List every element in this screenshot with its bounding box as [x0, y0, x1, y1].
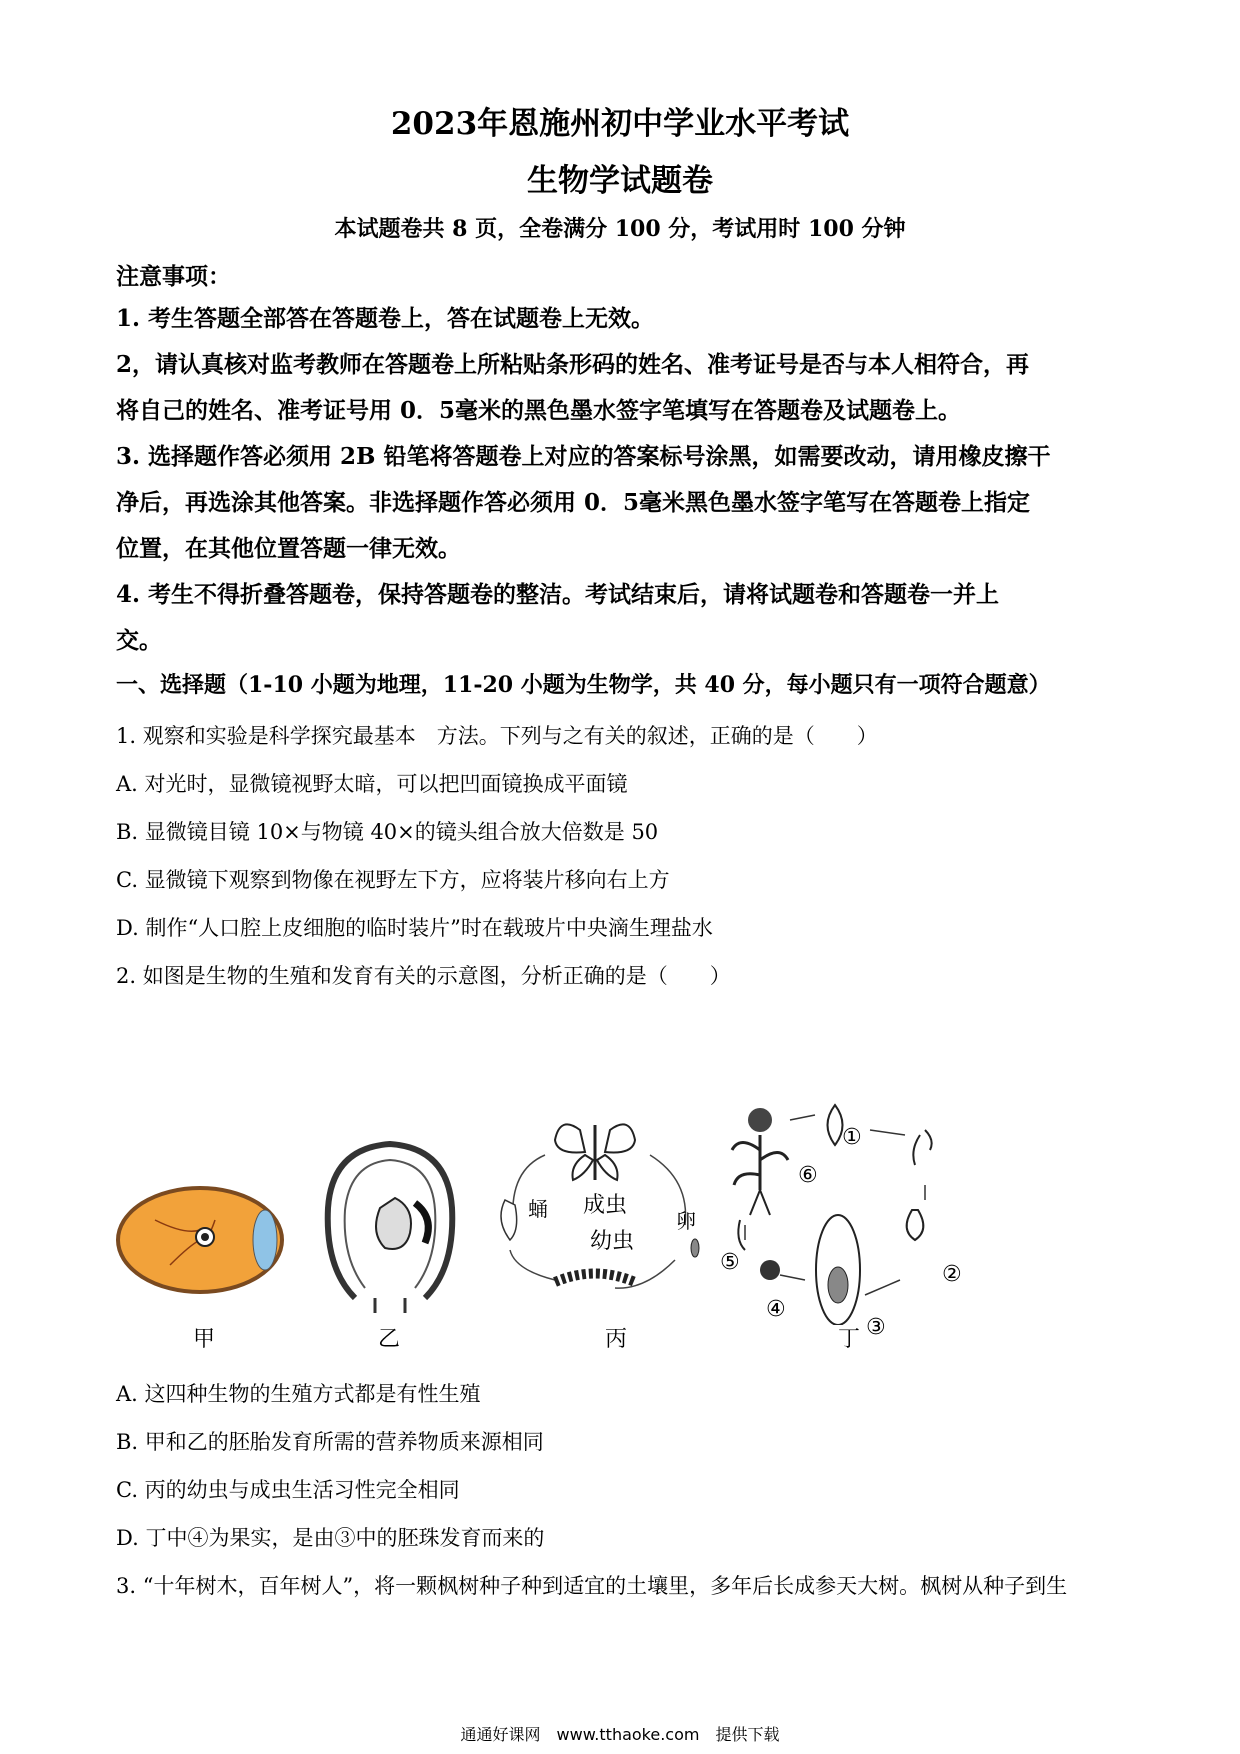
plant-mark-4: ④	[766, 1297, 786, 1322]
stage-egg-label: 卵	[676, 1209, 696, 1233]
section-heading: 一、选择题（1-10 小题为地理，11-20 小题为生物学，共 40 分，每小题只有一项符合题意）	[116, 672, 1051, 698]
exam-subtitle: 生物学试题卷	[527, 163, 713, 199]
notice-line: 将自己的姓名、准考证号用 0．5毫米的黑色墨水签字笔填写在答题卷及试题卷上。	[116, 397, 962, 424]
figure-label-ding: 丁	[838, 1327, 861, 1352]
footer-text: 通通好课网 www.tthaoke.com 提供下载	[460, 1725, 780, 1744]
question-3-stem: 3. “十年树木，百年树人”，将一颗枫树种子种到适宜的土壤里，多年后长成参天大树。枫树从种子到生	[116, 1574, 1068, 1598]
plant-mark-3: ③	[866, 1315, 886, 1340]
stage-larva-label: 幼虫	[590, 1229, 635, 1254]
fetus-uterus-figure	[320, 1138, 460, 1313]
figure-label-bing: 丙	[605, 1327, 628, 1352]
question-1-option-d: D. 制作“人口腔上皮细胞的临时装片”时在载玻片中央滴生理盐水	[116, 916, 713, 940]
question-1-option-b: B. 显微镜目镜 10×与物镜 40×的镜头组合放大倍数是 50	[116, 820, 659, 844]
bird-egg-figure	[115, 1185, 285, 1295]
question-2-option-b: B. 甲和乙的胚胎发育所需的营养物质来源相同	[116, 1430, 544, 1454]
plant-mark-5: ⑤	[720, 1250, 740, 1275]
exam-title: 2023年恩施州初中学业水平考试	[390, 106, 850, 142]
figure-label-yi: 乙	[378, 1327, 401, 1352]
question-1-stem: 1. 观察和实验是科学探究最基本 方法。下列与之有关的叙述，正确的是（ ）	[116, 724, 878, 748]
notice-line: 4. 考生不得折叠答题卷，保持答题卷的整洁。考试结束后，请将试题卷和答题卷一并上	[116, 581, 1000, 608]
exam-info: 本试题卷共 8 页，全卷满分 100 分，考试用时 100 分钟	[334, 216, 906, 242]
question-2-option-c: C. 丙的幼虫与成虫生活习性完全相同	[116, 1478, 460, 1502]
question-1-option-a: A. 对光时，显微镜视野太暗，可以把凹面镜换成平面镜	[116, 772, 628, 796]
stage-adult-label: 成虫	[583, 1193, 628, 1218]
question-2-option-a: A. 这四种生物的生殖方式都是有性生殖	[116, 1382, 481, 1406]
notice-line: 位置，在其他位置答题一律无效。	[116, 535, 461, 562]
notice-line: 3. 选择题作答必须用 2B 铅笔将答题卷上对应的答案标号涂黑，如需要改动，请用橡皮擦干	[116, 443, 1051, 470]
notice-heading: 注意事项：	[116, 263, 231, 290]
question-1-option-c: C. 显微镜下观察到物像在视野左下方，应将装片移向右上方	[116, 868, 670, 892]
notice-line: 净后，再选涂其他答案。非选择题作答必须用 0．5毫米黑色墨水签字笔写在答题卷上指定	[116, 489, 1031, 516]
question-2-option-d: D. 丁中④为果实，是由③中的胚珠发育而来的	[116, 1526, 545, 1550]
notice-line: 2，请认真核对监考教师在答题卷上所粘贴条形码的姓名、准考证号是否与本人相符合，再	[116, 351, 1030, 378]
notice-line: 1. 考生答题全部答在答题卷上，答在试题卷上无效。	[116, 305, 655, 332]
figure-label-jia: 甲	[193, 1327, 216, 1352]
question-2-stem: 2. 如图是生物的生殖和发育有关的示意图，分析正确的是（ ）	[116, 964, 731, 988]
plant-mark-6: ⑥	[798, 1163, 818, 1188]
stage-pupa-label: 蛹	[528, 1197, 548, 1221]
plant-mark-2: ②	[942, 1262, 962, 1287]
notice-line: 交。	[116, 627, 162, 654]
plant-mark-1: ①	[842, 1125, 862, 1150]
